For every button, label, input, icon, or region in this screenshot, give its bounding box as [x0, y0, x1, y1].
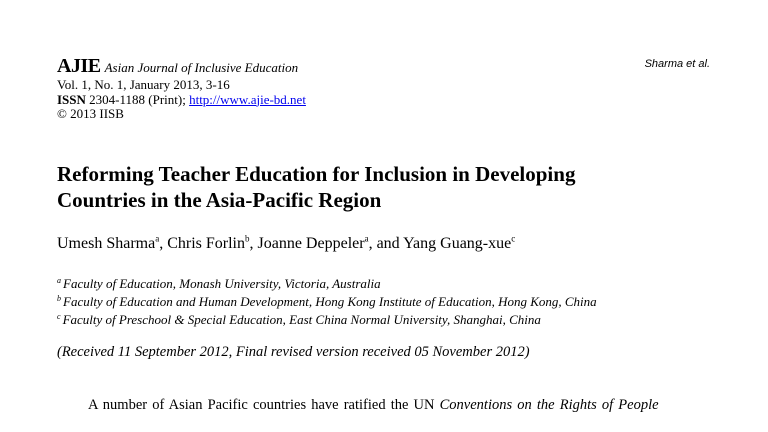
author-separator: ,	[159, 235, 168, 252]
author-affiliation-mark: a	[155, 233, 160, 244]
author-separator: , and	[368, 235, 404, 252]
author-affiliation-mark: a	[364, 233, 369, 244]
author-list	[57, 235, 515, 253]
journal-header	[57, 56, 306, 122]
affiliation-text: Faculty of Education and Human Development, Hong Kong Institute of Education, Hong Kong, China	[63, 294, 597, 309]
journal-website-link[interactable]: http://www.ajie-bd.net	[189, 91, 306, 107]
issn-number: 2304-1188 (Print);	[89, 91, 186, 107]
received-dates: (Received 11 September 2012, Final revised version received 05 November 2012)	[57, 344, 530, 360]
author-affiliation-mark: c	[511, 233, 516, 244]
author-separator: ,	[249, 235, 258, 252]
article-title-line-2: Countries in the Asia-Pacific Region	[57, 188, 382, 212]
affiliation-item	[57, 293, 597, 311]
abstract-text: A number of Asian Pacific countries have ratified the UN	[88, 397, 440, 413]
affiliation-text: Faculty of Education, Monash University, Victoria, Australia	[63, 276, 381, 291]
author-name: Umesh Sharma	[57, 235, 156, 252]
journal-abbreviation: AJIE	[57, 55, 101, 77]
affiliation-text: Faculty of Preschool & Special Education, East China Normal University, Shanghai, China	[62, 312, 541, 327]
running-head: Sharma et al.	[644, 58, 710, 70]
issn-label: ISSN	[57, 91, 86, 107]
article-title	[57, 161, 717, 213]
affiliation-item	[57, 311, 597, 329]
affiliation-item	[57, 275, 597, 293]
affiliation-mark: a	[57, 275, 61, 285]
author-name: Chris Forlin	[167, 235, 245, 252]
author-affiliation-mark: b	[245, 233, 250, 244]
author-name: Yang Guang-xue	[403, 235, 512, 252]
affiliation-mark: c	[57, 311, 61, 321]
journal-name: Asian Journal of Inclusive Education	[104, 60, 299, 75]
affiliation-mark: b	[57, 293, 61, 303]
abstract-emphasis: Conventions on the Rights of People	[439, 397, 659, 413]
journal-volume-line: Vol. 1, No. 1, January 2013, 3-16	[57, 77, 230, 92]
article-title-line-1: Reforming Teacher Education for Inclusion in Developing	[57, 162, 576, 186]
abstract-first-line	[88, 397, 659, 414]
author-name: Joanne Deppeler	[257, 235, 365, 252]
affiliation-list	[57, 275, 597, 329]
journal-copyright: © 2013 IISB	[57, 106, 124, 121]
journal-title-line	[57, 56, 306, 78]
journal-issn-line	[57, 93, 306, 108]
